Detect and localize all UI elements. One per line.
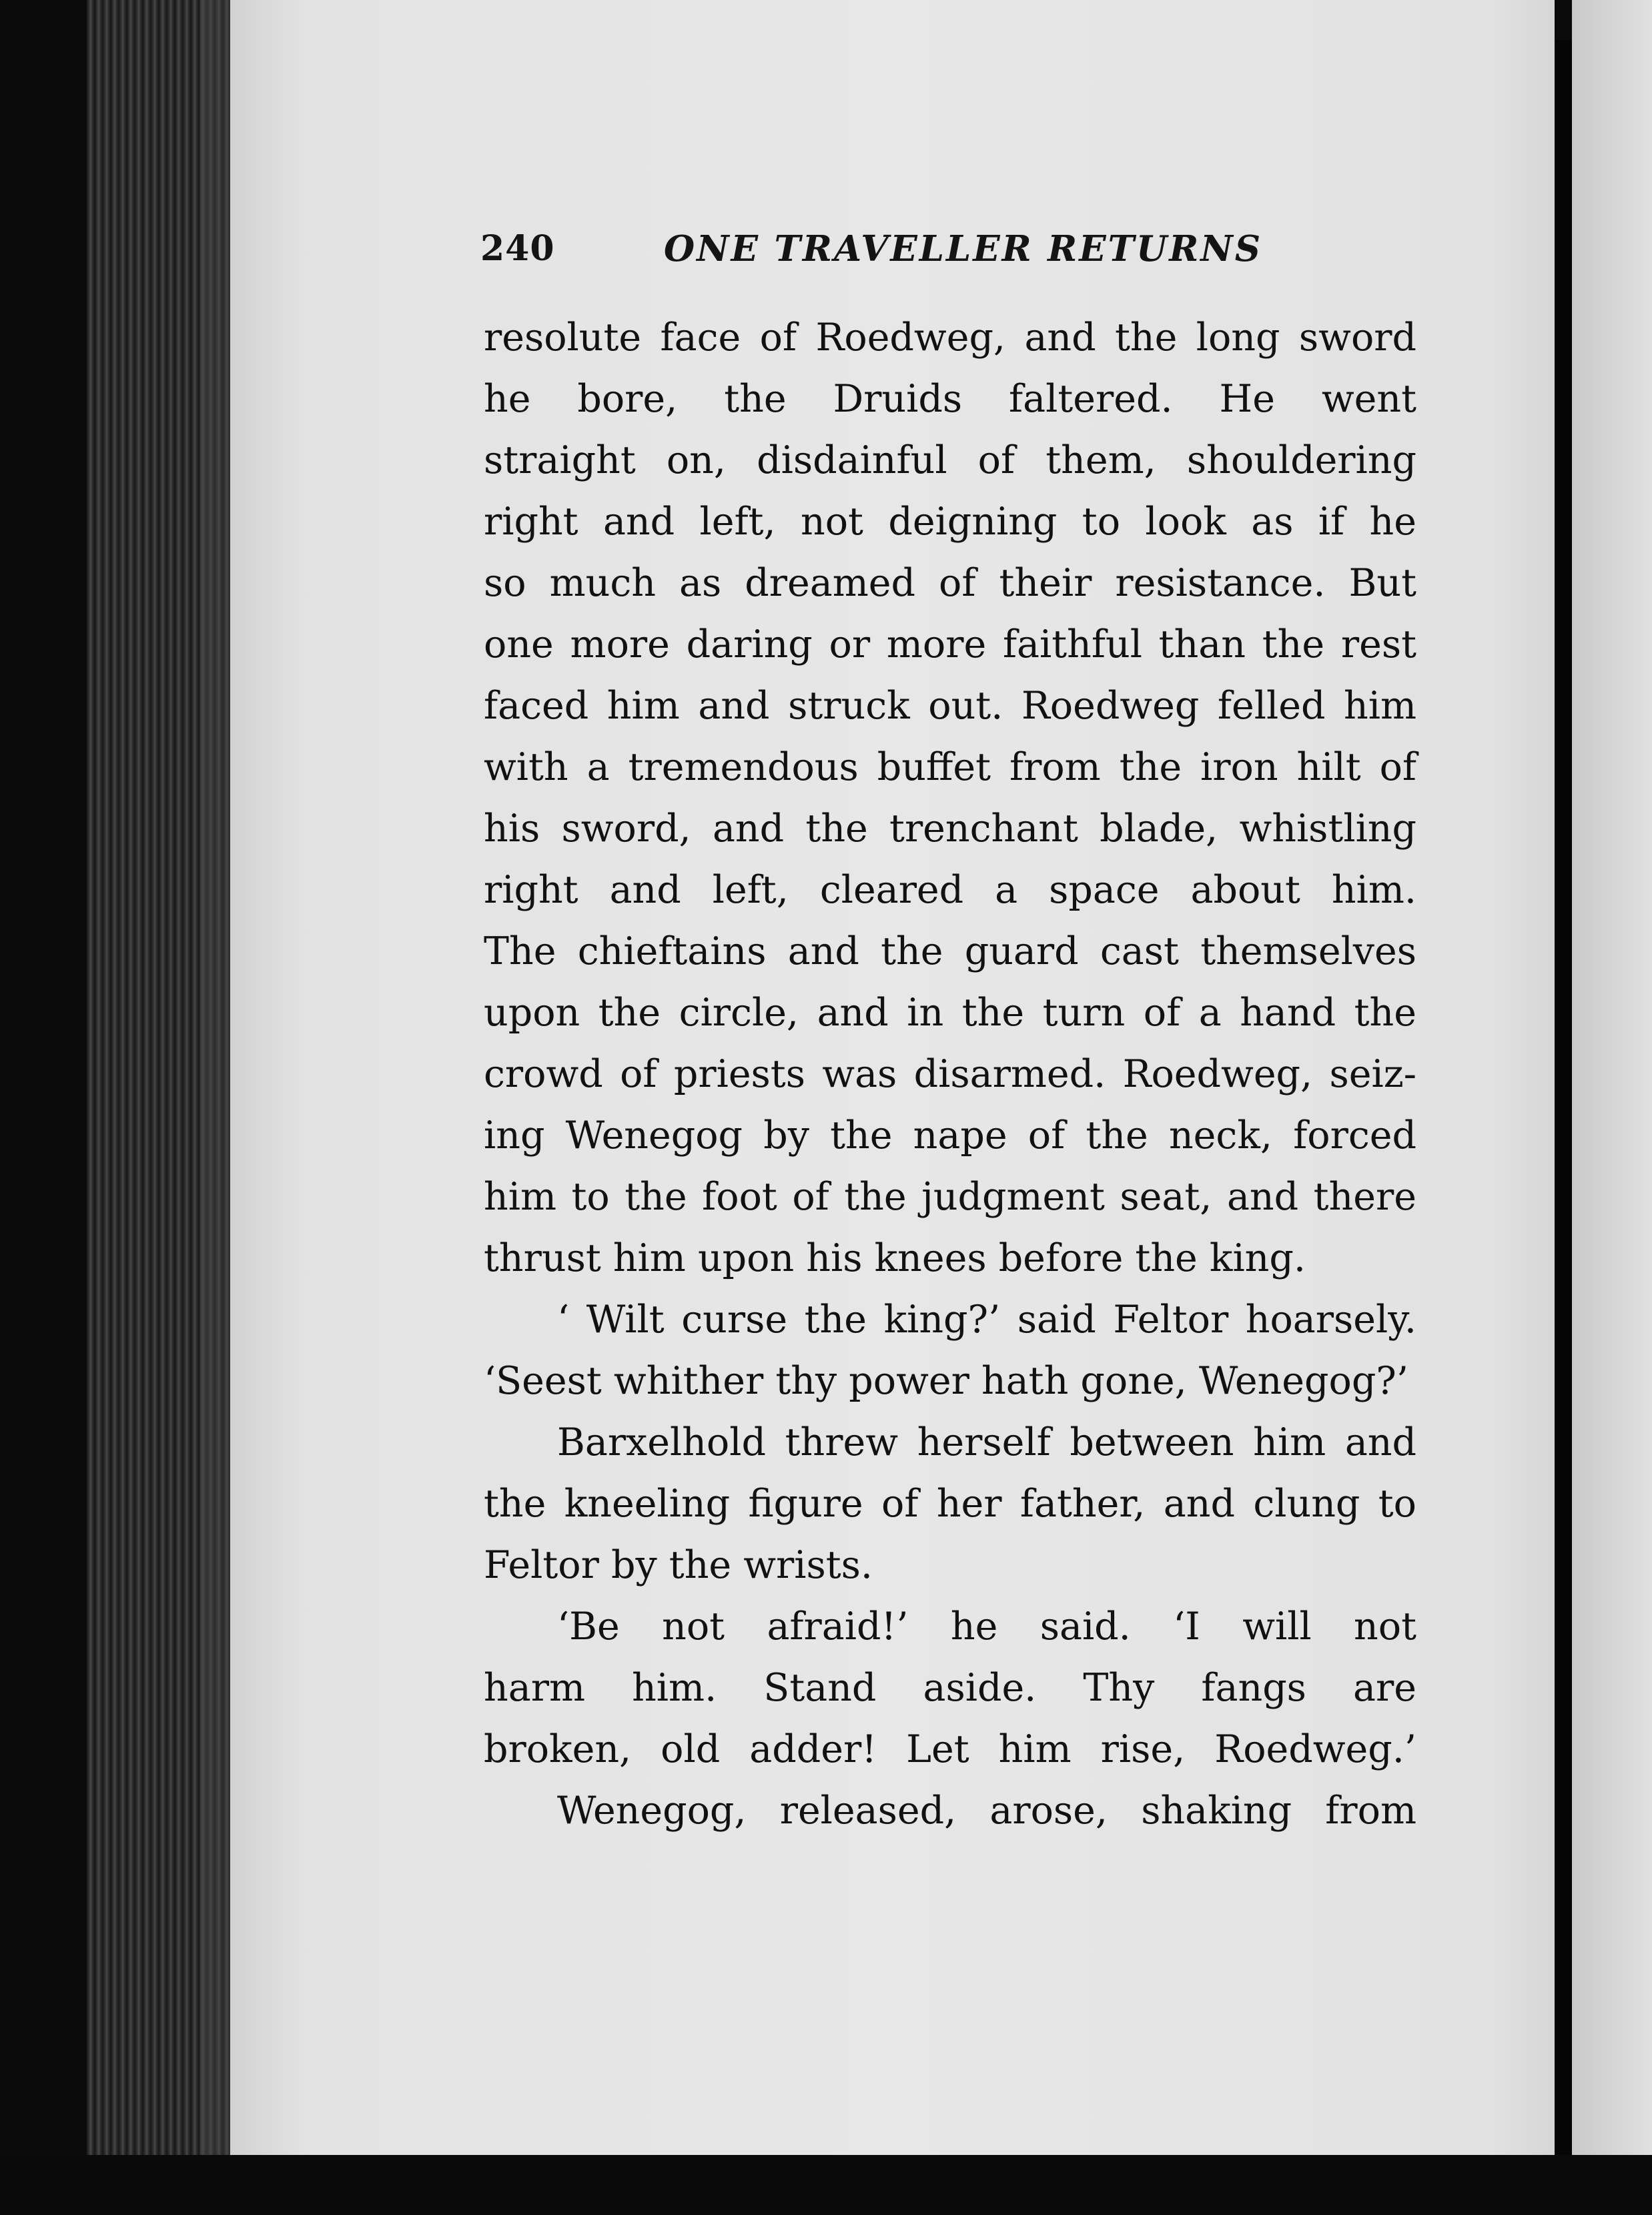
text-line: Wenegog, released, arose, shaking from xyxy=(557,1789,1416,1833)
text-line: him to the foot of the judgment seat, and there xyxy=(484,1175,1416,1219)
text-line: resolute face of Roedweg, and the long sword xyxy=(484,316,1416,360)
text-line: right and left, cleared a space about him. xyxy=(484,868,1416,912)
page-number: 240 xyxy=(480,228,555,269)
scan-border xyxy=(0,2155,1652,2215)
body-text xyxy=(484,307,1416,1841)
text-line: crowd of priests was disarmed. Roedweg, seiz- xyxy=(484,1052,1416,1096)
running-title: ONE TRAVELLER RETURNS xyxy=(664,228,1263,270)
text-line: Feltor by the wrists. xyxy=(484,1543,873,1587)
text-line: thrust him upon his knees before the king. xyxy=(484,1236,1306,1280)
text-line: ‘Seest whither thy power hath gone, Wenegog?’ xyxy=(484,1359,1408,1403)
text-line: upon the circle, and in the turn of a hand the xyxy=(484,991,1416,1035)
text-line: one more daring or more faithful than the rest xyxy=(484,622,1416,667)
text-line: ‘Be not afraid!’ he said. ‘I will not xyxy=(557,1605,1416,1649)
text-line: straight on, disdainful of them, shouldering xyxy=(484,438,1416,482)
text-line: broken, old adder! Let him rise, Roedweg.’ xyxy=(484,1727,1416,1771)
text-line: he bore, the Druids faltered. He went xyxy=(484,377,1416,421)
book-gutter xyxy=(1555,40,1572,2155)
text-line: his sword, and the trenchant blade, whistling xyxy=(484,807,1416,851)
text-line: ‘ Wilt curse the king?’ said Feltor hoarsely. xyxy=(557,1298,1416,1342)
text-line: so much as dreamed of their resistance. But xyxy=(484,561,1416,605)
text-line: The chieftains and the guard cast themselves xyxy=(484,929,1416,973)
text-line: the kneeling figure of her father, and clung to xyxy=(484,1482,1416,1526)
text-line: harm him. Stand aside. Thy fangs are xyxy=(484,1666,1416,1710)
facing-page-edge xyxy=(1572,0,1652,2168)
text-line: with a tremendous buffet from the iron hilt of xyxy=(484,745,1416,789)
running-head xyxy=(480,228,1414,282)
text-line: faced him and struck out. Roedweg felled him xyxy=(484,684,1416,728)
text-line: Barxelhold threw herself between him and xyxy=(557,1420,1416,1464)
text-line: right and left, not deigning to look as if he xyxy=(484,500,1416,544)
text-line: ing Wenegog by the nape of the neck, forced xyxy=(484,1114,1416,1158)
